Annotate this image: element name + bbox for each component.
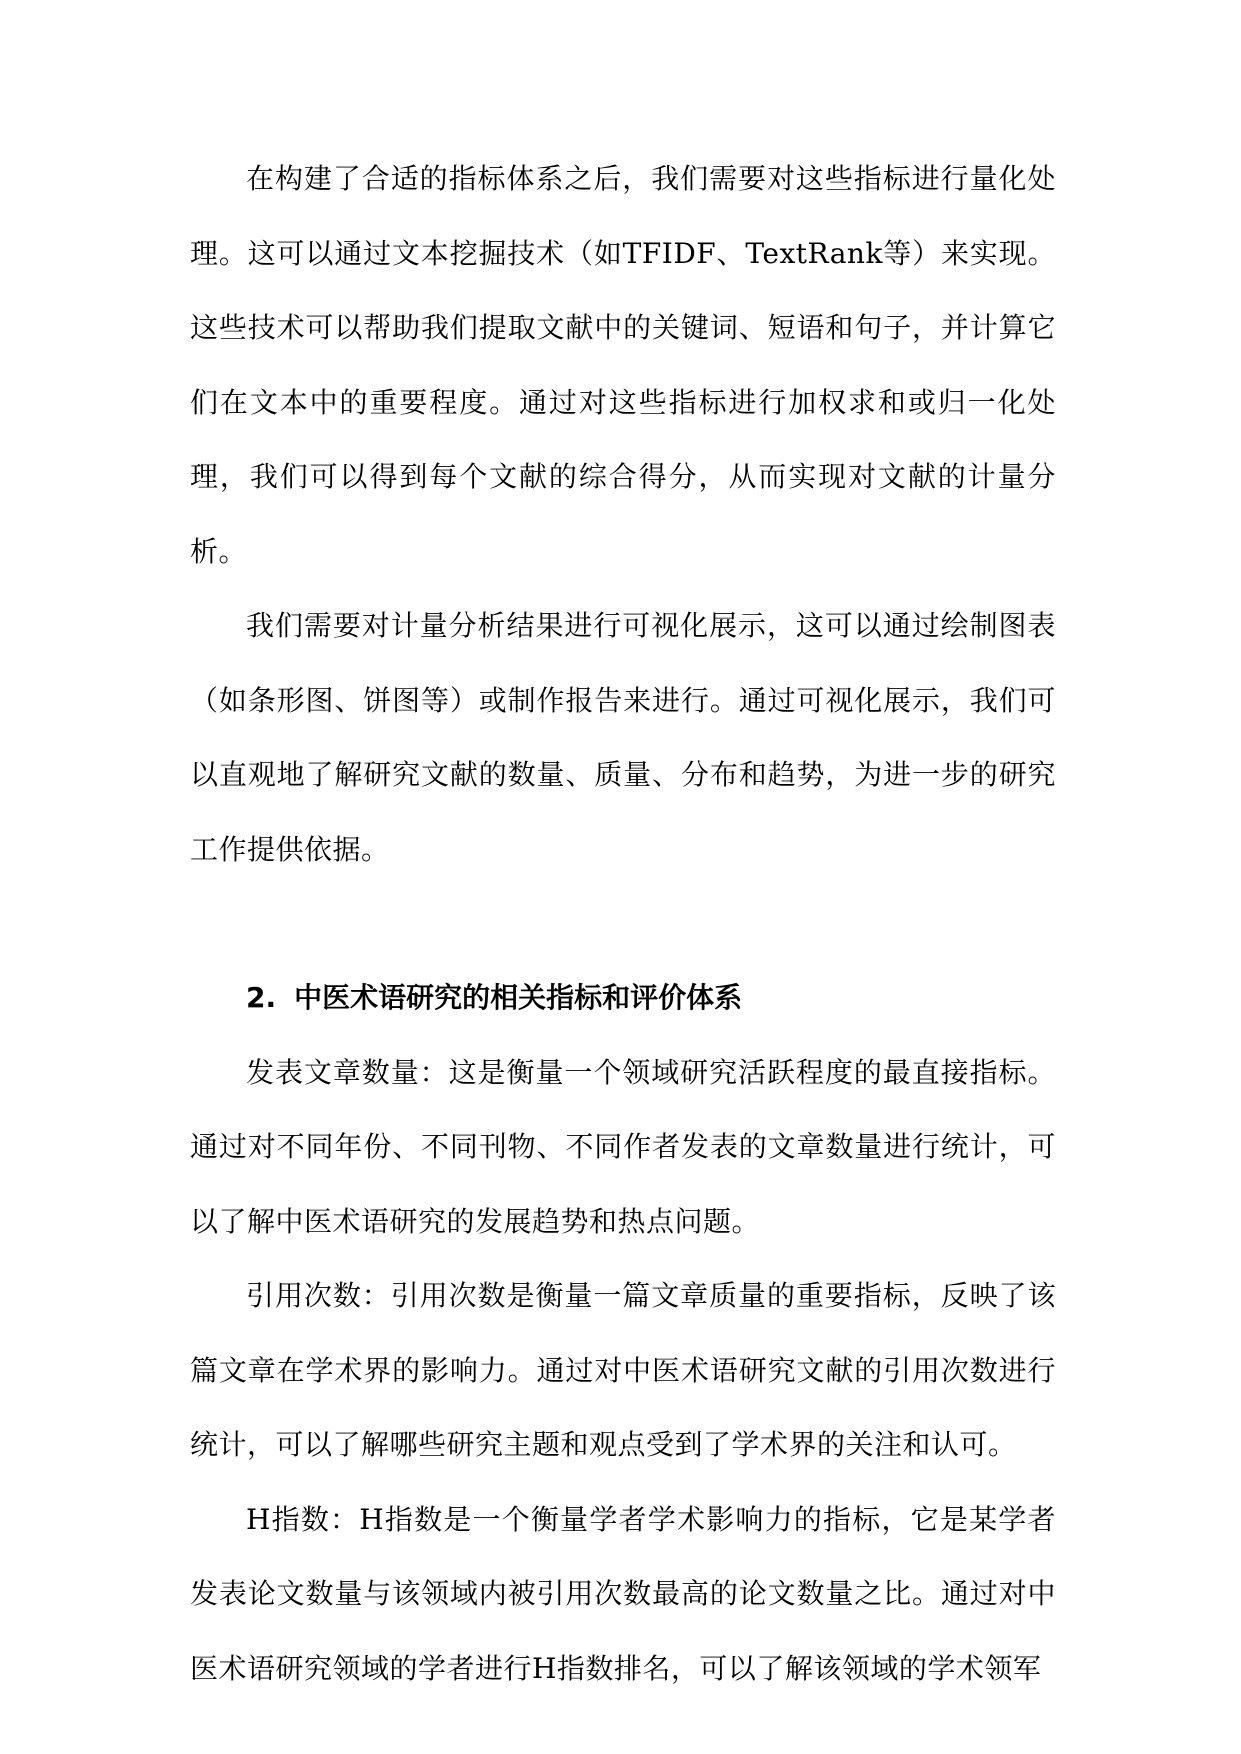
paragraph-article-count: 发表文章数量：这是衡量一个领域研究活跃程度的最直接指标。通过对不同年份、不同刊物、不同作者发表的文章数量进行统计，可以了解中医术语研究的发展趋势和热点问题。 bbox=[190, 1055, 1056, 1238]
section-title: 中医术语研究的相关指标和评价体系 bbox=[294, 981, 743, 1014]
paragraph-h-index: H指数：H指数是一个衡量学者学术影响力的指标，它是某学者发表论文数量与该领域内被引用次数最高的论文数量之比。通过对中医术语研究领域的学者进行H指数排名，可以了解该领域的学术领军 bbox=[190, 1502, 1056, 1685]
section-spacer bbox=[190, 887, 1056, 961]
document-body bbox=[190, 142, 1056, 1706]
section-heading bbox=[190, 961, 1056, 1036]
paragraph-quantification: 在构建了合适的指标体系之后，我们需要对这些指标进行量化处理。这可以通过文本挖掘技术（如TFIDF、TextRank等）来实现。这些技术可以帮助我们提取文献中的关键词、短语和句子，并计算它们在文本中的重要程度。通过对这些指标进行加权求和或归一化处理，我们可以得到每个文献的综合得分，从而实现对文献的计量分析。 bbox=[190, 162, 1056, 568]
paragraph-citation-count: 引用次数：引用次数是衡量一篇文章质量的重要指标，反映了该篇文章在学术界的影响力。通过对中医术语研究文献的引用次数进行统计，可以了解哪些研究主题和观点受到了学术界的关注和认可。 bbox=[190, 1279, 1056, 1461]
paragraph-visualization: 我们需要对计量分析结果进行可视化展示，这可以通过绘制图表（如条形图、饼图等）或制作报告来进行。通过可视化展示，我们可以直观地了解研究文献的数量、质量、分布和趋势，为进一步的研究工作提供依据。 bbox=[190, 609, 1056, 866]
section-number: 2. bbox=[246, 981, 277, 1014]
